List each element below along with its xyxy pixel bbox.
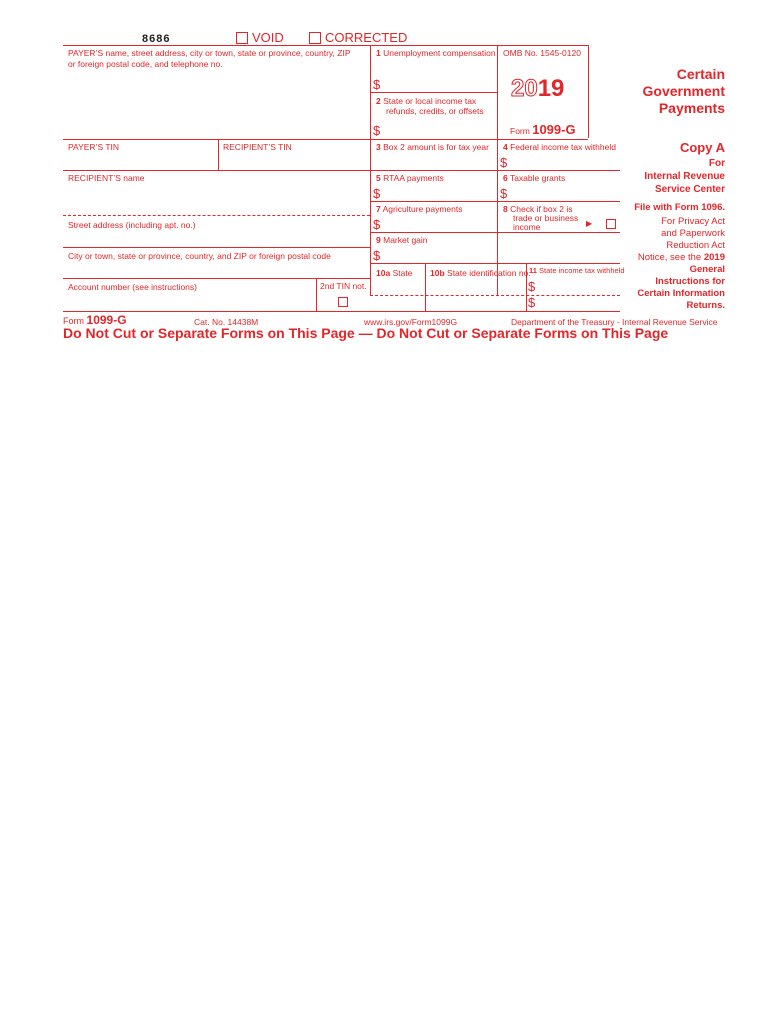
- recipient-name-label: RECIPIENT’S name: [68, 173, 145, 183]
- line-box9-bottom: [370, 263, 620, 264]
- privacy-1: For Privacy Act: [661, 216, 725, 227]
- privacy-7: Certain Information: [637, 288, 725, 299]
- city-label: City or town, state or province, country, and ZIP or foreign postal code: [68, 251, 331, 261]
- payer-name-label-2: or foreign postal code, and telephone no.: [68, 59, 223, 69]
- line-city-bottom: [63, 278, 370, 279]
- box6-label: 6 Taxable grants: [503, 173, 566, 183]
- void-checkbox[interactable]: [236, 32, 248, 44]
- divider-tin: [218, 139, 219, 170]
- box3-label: 3 Box 2 amount is for tax year: [376, 142, 489, 152]
- box2-label-1: 2 State or local income tax: [376, 96, 477, 106]
- copy-sub-2: Internal Revenue: [644, 171, 725, 182]
- form-1099g-label: Form 1099-G: [510, 122, 576, 137]
- box11-label: 11 State income tax withheld: [529, 266, 625, 275]
- form-title-1: Certain: [676, 66, 725, 82]
- box9-label: 9 Market gain: [376, 235, 428, 245]
- second-tin-notice-label: 2nd TIN not.: [320, 281, 367, 291]
- recipient-tin-label: RECIPIENT’S TIN: [223, 142, 292, 152]
- line-box8-bottom: [497, 232, 620, 233]
- box10a-label: 10a State: [376, 268, 413, 278]
- divider-2nd-tin: [316, 278, 317, 311]
- box1-dollar: $: [373, 77, 381, 92]
- box1-label: 1 Unemployment compensation: [376, 48, 496, 58]
- privacy-2: and Paperwork: [661, 228, 725, 239]
- tax-year: [511, 76, 564, 102]
- line-payer-bottom: [63, 139, 588, 140]
- box9-dollar: $: [373, 248, 381, 263]
- tax-year-outline: 20: [511, 75, 538, 102]
- copy-a-label: Copy A: [679, 140, 725, 155]
- line-name-dash: [63, 215, 370, 216]
- privacy-3: Reduction Act: [666, 240, 725, 251]
- box8-label-1: 8 Check if box 2 is: [503, 204, 573, 214]
- line-box2: [370, 92, 497, 93]
- privacy-6: Instructions for: [655, 276, 725, 287]
- account-number-label: Account number (see instructions): [68, 282, 197, 292]
- box4-dollar: $: [500, 155, 508, 170]
- box4-label: 4 Federal income tax withheld: [503, 142, 616, 152]
- payer-name-label-1: PAYER’S name, street address, city or town, state or province, country, ZIP: [68, 48, 351, 58]
- privacy-8: Returns.: [686, 300, 725, 311]
- box10b-label: 10b State identification no.: [430, 268, 531, 278]
- do-not-cut-banner: Do Not Cut or Separate Forms on This Page — Do Not Cut or Separate Forms on This Page: [63, 325, 669, 341]
- box5-label: 5 RTAA payments: [376, 173, 444, 183]
- form-title-2: Government: [642, 83, 725, 99]
- privacy-4: Notice, see the 2019: [637, 252, 725, 263]
- line-form-bottom: [63, 311, 620, 312]
- file-with-1096: File with Form 1096.: [634, 202, 725, 213]
- box8-label-2: trade or business: [513, 213, 579, 223]
- divider-right-col: [588, 45, 589, 138]
- arrow-icon: ▶: [586, 219, 593, 228]
- box8-label-3: income: [513, 222, 541, 232]
- box7-label: 7 Agriculture payments: [376, 204, 463, 214]
- catalog-number: Cat. No. 14438M: [194, 317, 259, 327]
- copy-sub-3: Service Center: [654, 184, 725, 195]
- footer-form-label: Form 1099-G: [63, 313, 127, 327]
- line-state-dash: [370, 295, 620, 296]
- corrected-checkbox[interactable]: [309, 32, 321, 44]
- privacy-5: General: [689, 264, 725, 275]
- divider-10a: [425, 263, 426, 311]
- corrected-label: CORRECTED: [325, 30, 408, 45]
- form-title-3: Payments: [658, 100, 725, 116]
- line-street-bottom: [63, 247, 370, 248]
- line-tin-bottom: [63, 170, 370, 171]
- box11-dollar-2: $: [528, 295, 536, 310]
- department-label: Department of the Treasury - Internal Revenue Service: [511, 317, 718, 327]
- top-border: [63, 45, 588, 46]
- tax-year-bold: 19: [537, 75, 565, 102]
- street-address-label: Street address (including apt. no.): [68, 220, 196, 230]
- copy-sub-1: For: [708, 158, 725, 169]
- box11-dollar-1: $: [528, 279, 536, 294]
- line-box3-bottom: [370, 170, 620, 171]
- omb-number: OMB No. 1545-0120: [503, 48, 581, 58]
- box2-label-2: refunds, credits, or offsets: [386, 106, 484, 116]
- payer-tin-label: PAYER’S TIN: [68, 142, 120, 152]
- box8-checkbox[interactable]: [606, 219, 616, 229]
- form-code: 8686: [142, 33, 171, 45]
- line-box7-bottom: [370, 232, 497, 233]
- irs-website: www.irs.gov/Form1099G: [364, 317, 458, 327]
- box6-dollar: $: [500, 186, 508, 201]
- void-label: VOID: [252, 30, 284, 45]
- box7-dollar: $: [373, 217, 381, 232]
- box2-dollar: $: [373, 123, 381, 138]
- line-box5-bottom: [370, 201, 620, 202]
- second-tin-checkbox[interactable]: [338, 297, 348, 307]
- box5-dollar: $: [373, 186, 381, 201]
